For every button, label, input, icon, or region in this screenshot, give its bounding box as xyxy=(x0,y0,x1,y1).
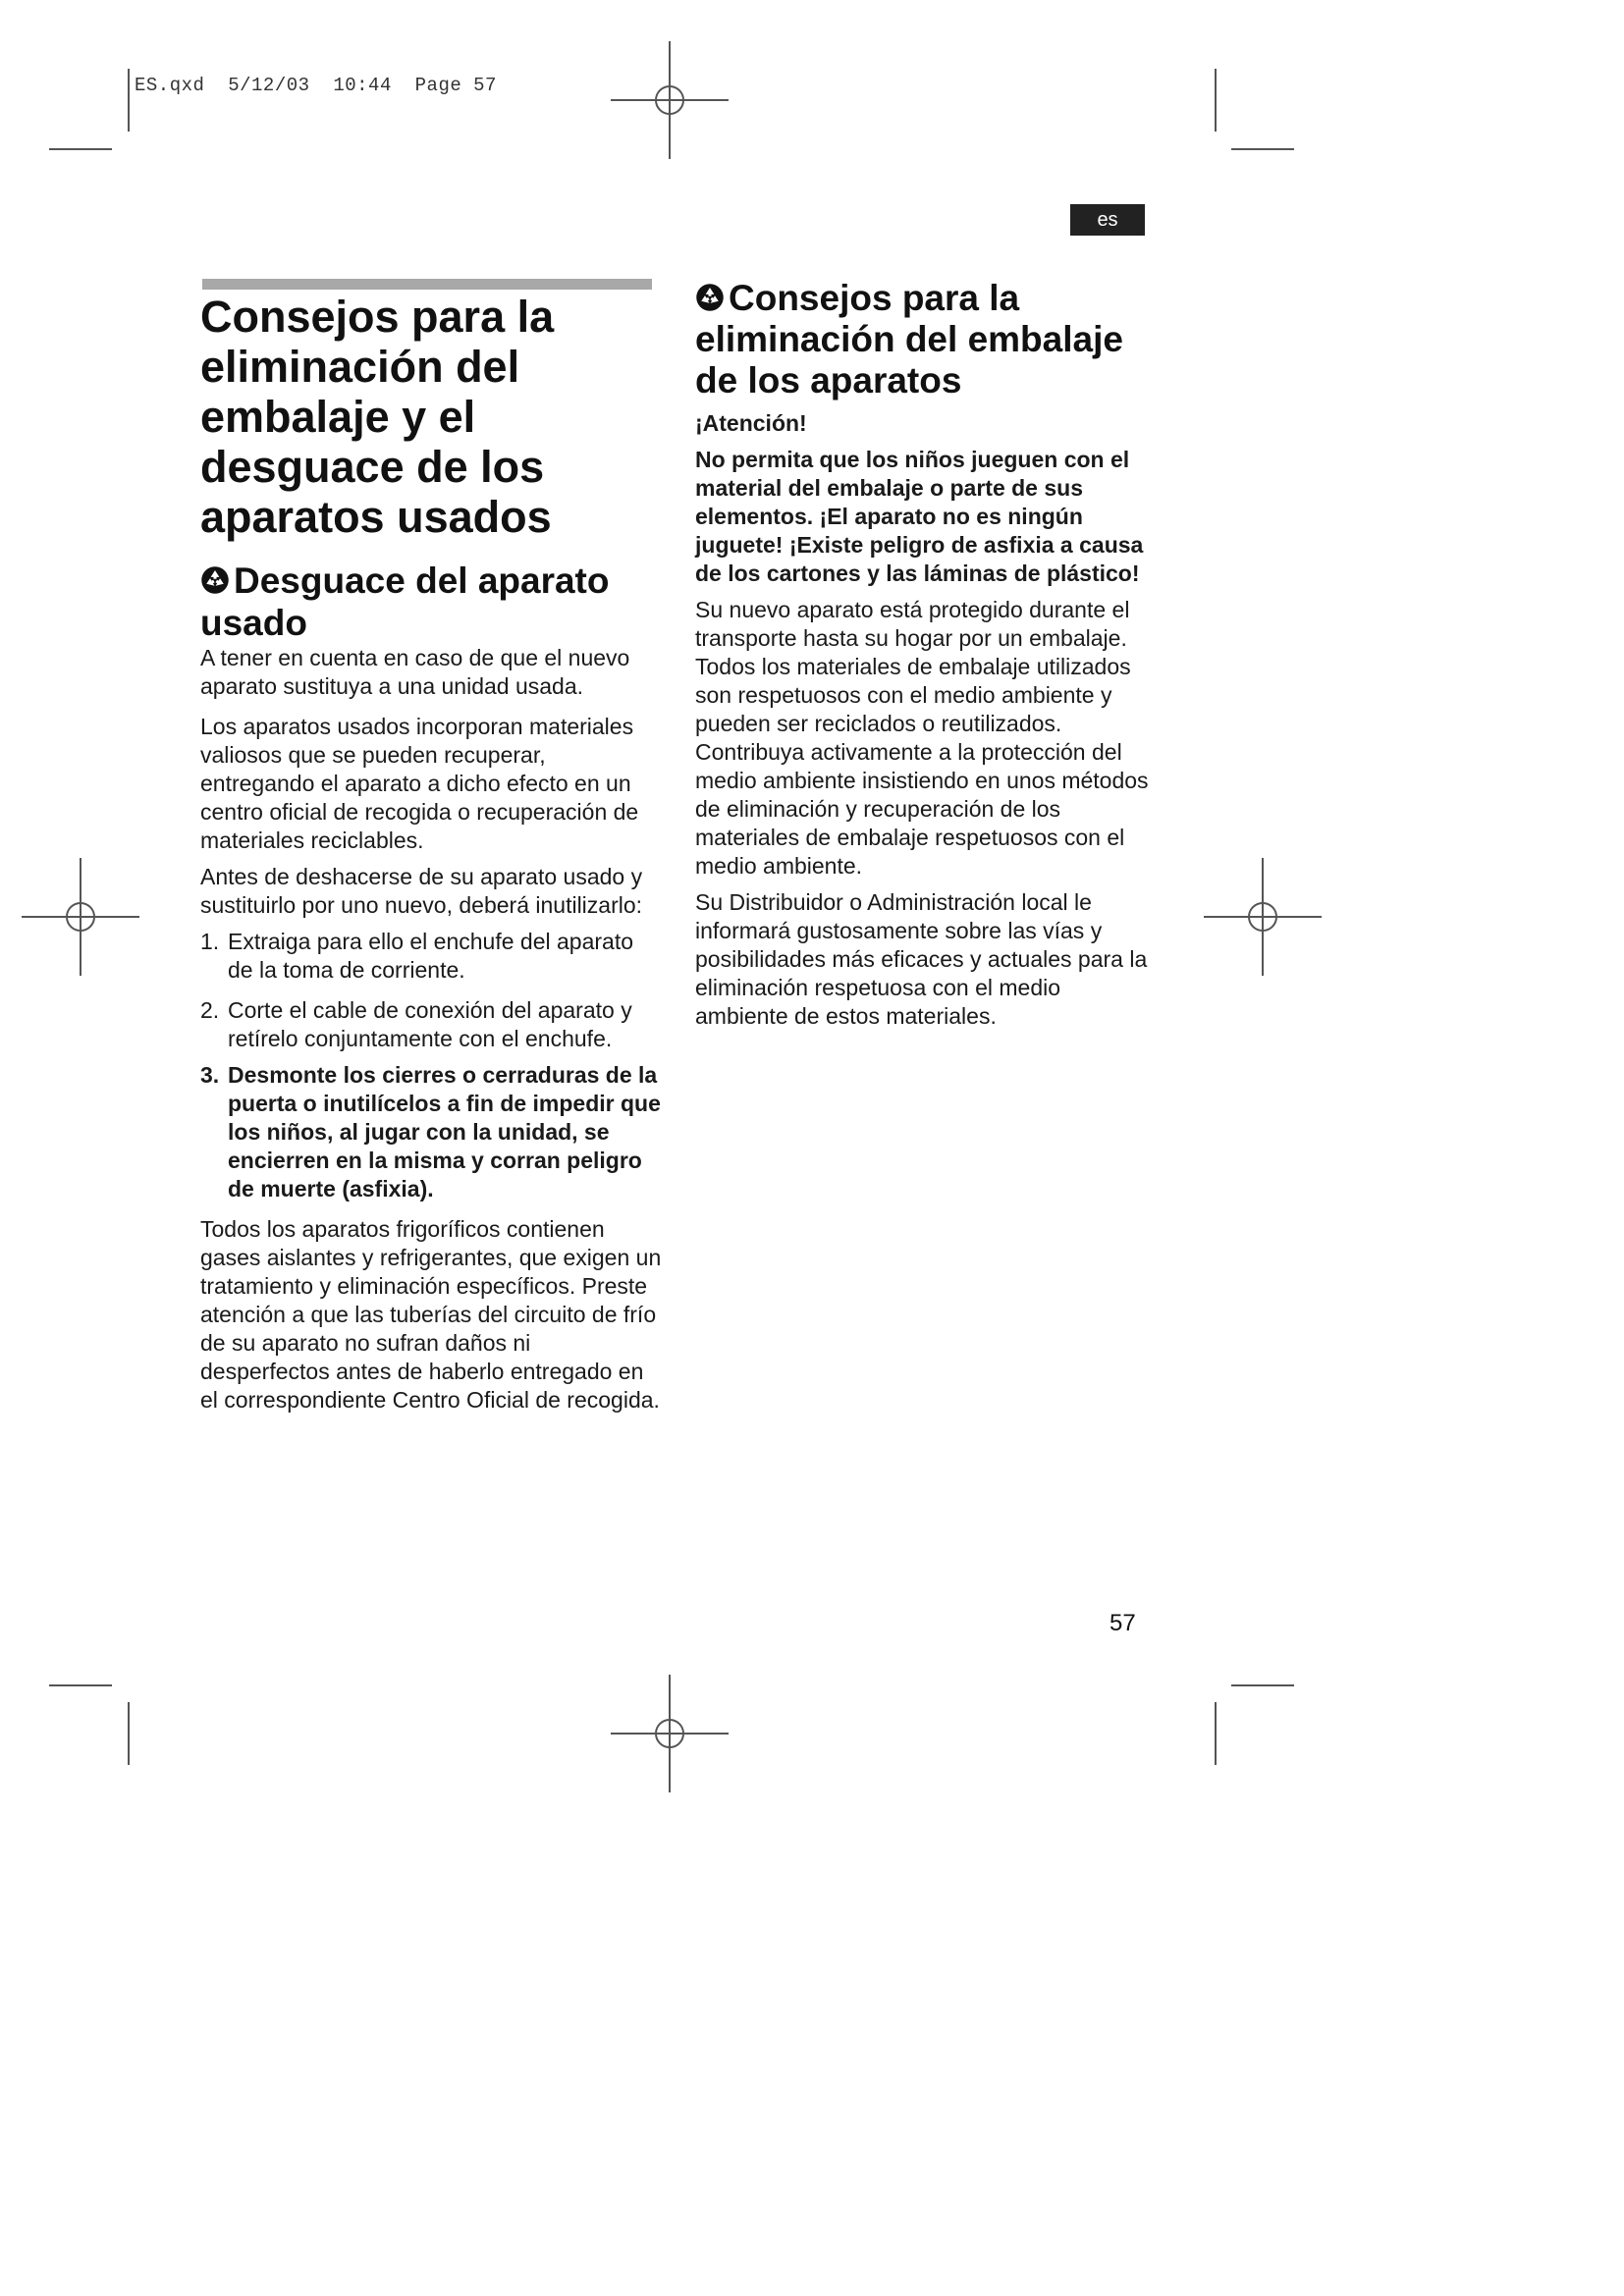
crop-mark-top-left-vertical xyxy=(128,69,130,132)
list-item-text: Corte el cable de conexión del aparato y retírelo conjuntamente con el enchufe. xyxy=(228,997,632,1051)
list-item-text: Desmonte los cierres o cerraduras de la puerta o inutilícelos a fin de impedir que los niños, al jugar con la unidad, se encierren en la misma y corran peligro de muerte (asfixia). xyxy=(228,1062,661,1201)
crosshair-registration-icon xyxy=(611,1675,729,1792)
paragraph: Los aparatos usados incorporan materiales valiosos que se pueden recuperar, entregando el aparato a dicho efecto en un centro oficial de recogida o recuperación de materiales reciclables. xyxy=(200,714,639,853)
warning-text: No permita que los niños jueguen con el material del embalaje o parte de sus elementos. ¡El aparato no es ningún juguete! ¡Existe peligro de asfixia a causa de los cartones y las láminas de plástico! xyxy=(695,447,1144,586)
list-item xyxy=(200,1061,662,1203)
crop-mark-top-right-vertical xyxy=(1215,69,1217,132)
crop-mark-bottom-left-vertical xyxy=(128,1702,130,1765)
page-number: 57 xyxy=(1110,1610,1136,1636)
crop-mark-bottom-right-horizontal xyxy=(1231,1684,1294,1686)
list-item-number: 2. xyxy=(200,997,220,1023)
crop-mark-bottom-right-vertical xyxy=(1215,1702,1217,1765)
left-column xyxy=(200,292,662,1415)
section-heading-packaging xyxy=(695,278,1151,401)
section-heading-text: Consejos para la eliminación del embalaje de los aparatos xyxy=(695,278,1123,400)
paragraph: A tener en cuenta en caso de que el nuevo aparato sustituya a una unidad usada. xyxy=(200,645,630,699)
list-item-text: Extraiga para ello el enchufe del aparato de la toma de corriente. xyxy=(228,929,634,983)
recycle-icon xyxy=(695,283,725,312)
crop-mark-top-left-horizontal xyxy=(49,148,112,150)
section-heading-text: Desguace del aparato usado xyxy=(200,561,610,643)
list-item xyxy=(200,996,662,1053)
right-column xyxy=(695,278,1151,1031)
crosshair-registration-icon xyxy=(22,858,139,976)
crosshair-registration-icon xyxy=(611,41,729,159)
recycle-icon xyxy=(200,565,230,595)
title-rule xyxy=(202,279,652,290)
page-title: Consejos para la eliminación del embalaje y el desguace de los aparatos usados xyxy=(200,292,555,542)
language-badge: es xyxy=(1070,204,1145,236)
paragraph: Antes de deshacerse de su aparato usado y sustituirlo por uno nuevo, deberá inutilizarlo: xyxy=(200,864,643,918)
steps-list xyxy=(200,928,662,1203)
crop-mark-bottom-left-horizontal xyxy=(49,1684,112,1686)
list-item-number: 1. xyxy=(200,929,220,954)
paragraph: Su nuevo aparato está protegido durante el transporte hasta su hogar por un embalaje. Todos los materiales de embalaje utilizados son respetuosos con el medio ambiente y pueden ser reciclados o reutilizados. Contribuya activamente a la protección del medio ambiente insistiendo en unos métodos de eliminación y recuperación de los materiales de embalaje respetuosos con el medio ambiente. xyxy=(695,597,1149,879)
section-heading-disposal xyxy=(200,560,662,644)
crop-mark-top-right-horizontal xyxy=(1231,148,1294,150)
list-item xyxy=(200,928,662,985)
paragraph: Su Distribuidor o Administración local le informará gustosamente sobre las vías y posibilidades más eficaces y actuales para la eliminación respetuosa con el medio ambiente de estos materiales. xyxy=(695,889,1148,1029)
list-item-number: 3. xyxy=(200,1062,220,1088)
print-slug: ES.qxd 5/12/03 10:44 Page 57 xyxy=(135,75,497,96)
crosshair-registration-icon xyxy=(1204,858,1322,976)
attention-label: ¡Atención! xyxy=(695,410,807,436)
paragraph: Todos los aparatos frigoríficos contienen gases aislantes y refrigerantes, que exigen un tratamiento y eliminación específicos. Preste atención a que las tuberías del circuito de frío de su aparato no sufran daños ni desperfectos antes de haberlo entregado en el correspondiente Centro Oficial de recogida. xyxy=(200,1216,662,1413)
